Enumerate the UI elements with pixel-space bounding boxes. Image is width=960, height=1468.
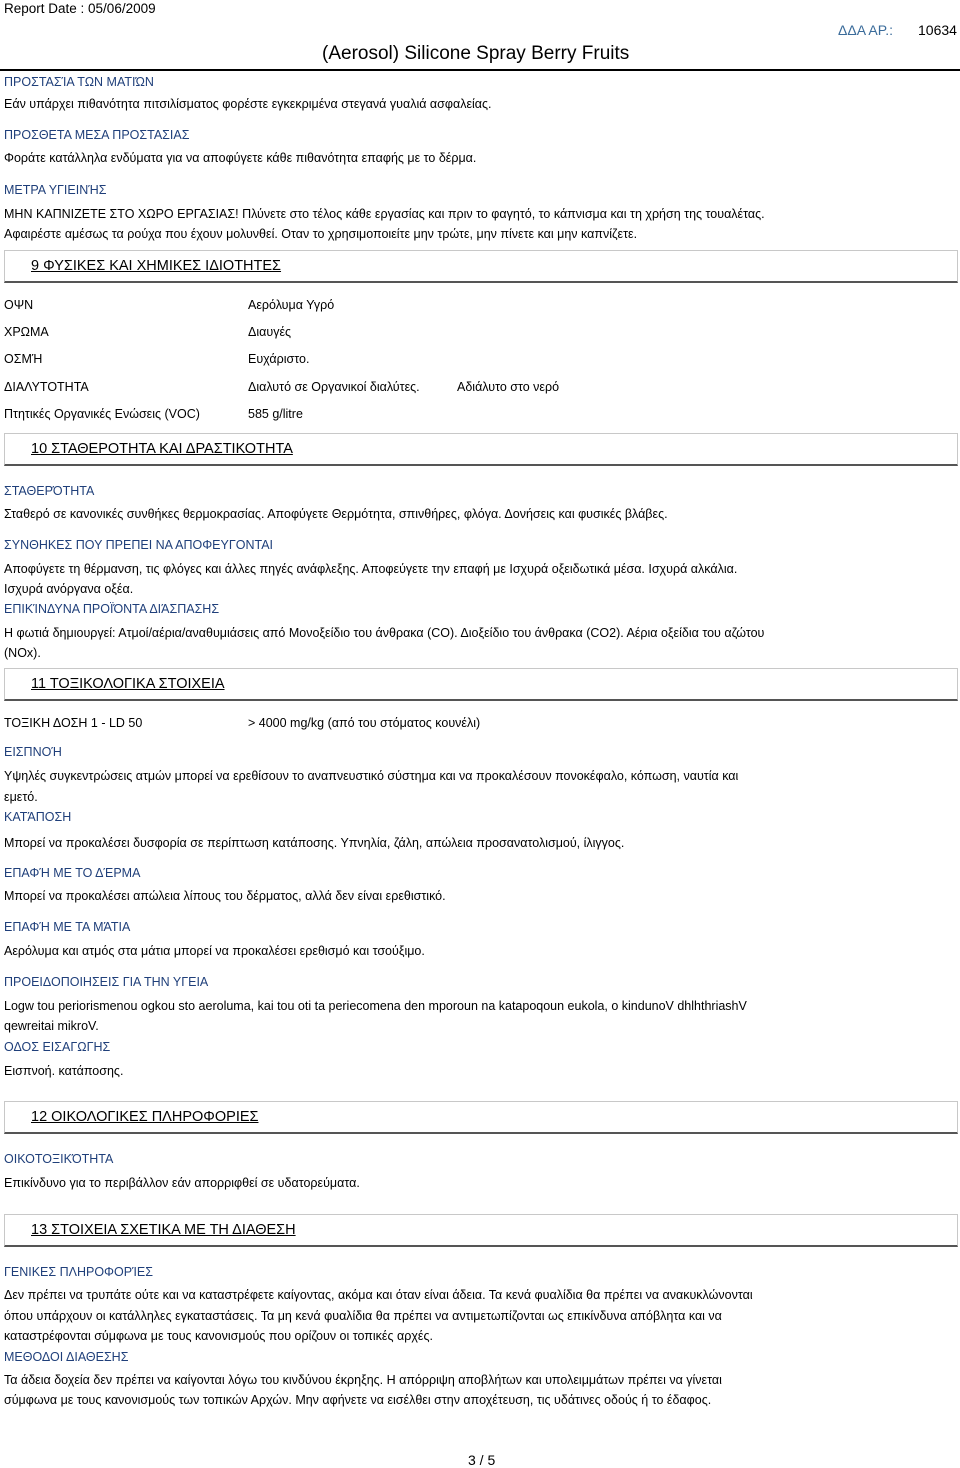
section-13-header bbox=[4, 1214, 958, 1247]
health-warnings-heading: ΠΡΟΕΙΔΟΠΟΙΗΣΕΙΣ ΓΙΑ ΤΗΝ ΥΓΕΙΑ bbox=[4, 975, 209, 989]
header-divider bbox=[0, 69, 960, 71]
property-value-secondary: Αδιάλυτο στο νερό bbox=[457, 380, 560, 394]
sds-number: 10634 bbox=[918, 22, 957, 38]
health-warnings-line-1: Logw tou periorismenou ogkou sto aeroluma, kai tou oti ta periecomena den mporoun na katapoqoun eukola, o kindunoV dhlhthriashV bbox=[4, 999, 747, 1013]
hygiene-text-line-2: Αφαιρέστε αμέσως τα ρούχα που έχουν μολυνθεί. Οταν το χρησιμοποιείτε μην τρώτε, μην πίνετε και μην καπνίζετε. bbox=[4, 227, 638, 241]
product-title: (Aerosol) Silicone Spray Berry Fruits bbox=[322, 43, 630, 64]
stability-text: Σταθερό σε κανονικές συνθήκες θερμοκρασίας. Αποφύγετε Θερμότητα, σπινθήρες, φλόγα. Δονήσεις και φυσικές βλάβες. bbox=[4, 507, 668, 521]
section-12-title: 12 ΟΙΚΟΛΟΓΙΚΕΣ ΠΛΗΡΟΦΟΡΙΕΣ bbox=[31, 1109, 259, 1125]
additional-protection-text: Φοράτε κατάλληλα ενδύματα για να αποφύγετε κάθε πιθανότητα επαφής με το δέρμα. bbox=[4, 151, 477, 165]
ecotoxicity-text: Επικίνδυνο για το περιβάλλον εάν απορριφθεί σε υδατορεύματα. bbox=[4, 1176, 360, 1190]
conditions-to-avoid-line-1: Αποφύγετε τη θέρμανση, τις φλόγες και άλλες πηγές ανάφλεξης. Αποφεύγετε την επαφή με Ισχυρά οξειδωτικά μέσα. Ισχυρά αλκάλια. bbox=[4, 562, 738, 576]
hygiene-text-line-1: ΜΗΝ ΚΑΠΝΙΖΕΤΕ ΣΤΟ ΧΩΡΟ ΕΡΓΑΣΙΑΣ! Πλύνετε στο τέλος κάθε εργασίας και πριν το φαγητό, το κάπνισμα και τη χρήση της τουαλέτας. bbox=[4, 207, 765, 221]
inhalation-heading: ΕΙΣΠΝΟΉ bbox=[4, 745, 62, 759]
property-value: 585 g/litre bbox=[248, 407, 303, 421]
skin-contact-text: Μπορεί να προκαλέσει απώλεια λίπους του δέρματος, αλλά δεν είναι ερεθιστικό. bbox=[4, 889, 446, 903]
decomposition-line-1: Η φωτιά δημιουργεί: Ατμοί/αέρια/αναθυμιάσεις από Μονοξείδιο του άνθρακα (CO). Διοξείδιο του άνθρακα (CO2). Αέρια οξείδια του αζώτου bbox=[4, 626, 765, 640]
conditions-to-avoid-heading: ΣΥΝΘΗΚΕΣ ΠΟΥ ΠΡΕΠΕΙ ΝΑ ΑΠΟΦΕΥΓΟΝΤΑΙ bbox=[4, 538, 274, 552]
additional-protection-heading: ΠΡΟΣΘΕΤΑ ΜΕΣΑ ΠΡΟΣΤΑΣΙΑΣ bbox=[4, 128, 190, 142]
general-info-line-3: καταστρέφονται σύμφωνα με τους κανονισμούς που ορίζουν οι τοπικές αρχές. bbox=[4, 1329, 433, 1343]
general-info-heading: ΓΕΝΙΚΕΣ ΠΛΗΡΟΦΟΡΊΕΣ bbox=[4, 1265, 153, 1279]
section-9-header bbox=[4, 250, 958, 283]
page-number: 3 / 5 bbox=[468, 1452, 496, 1468]
section-10-title: 10 ΣΤΑΘΕΡΟΤΗΤΑ ΚΑΙ ΔΡΑΣΤΙΚΟΤΗΤΑ bbox=[31, 441, 293, 457]
ecotoxicity-heading: ΟΙΚΟΤΟΞΙΚΌΤΗΤΑ bbox=[4, 1152, 114, 1166]
property-value: Διαλυτό σε Οργανικοί διαλύτες. bbox=[248, 380, 420, 394]
property-value: Ευχάριστο. bbox=[248, 352, 310, 366]
hygiene-heading: ΜΕΤΡΑ ΥΓΙΕΙΝΉΣ bbox=[4, 183, 107, 197]
section-12-header bbox=[4, 1101, 958, 1134]
health-warnings-line-2: qewreitai mikroV. bbox=[4, 1019, 99, 1033]
property-label: Πτητικές Οργανικές Ενώσεις (VOC) bbox=[4, 407, 200, 421]
route-of-entry-text: Εισπνοή. κατάποσης. bbox=[4, 1064, 124, 1078]
disposal-methods-line-1: Τα άδεια δοχεία δεν πρέπει να καίγονται λόγω του κινδύνου έκρηξης. Η απόρριψη αποβλήτων και υπολειμμάτων πρέπει να γίνεται bbox=[4, 1373, 722, 1387]
section-10-header bbox=[4, 433, 958, 466]
disposal-methods-line-2: σύμφωνα με τους κανονισμούς των τοπικών Αρχών. Μην αφήνετε να εισέλθει στην αποχέτευση, τις υδάτινες οδούς ή το έδαφος. bbox=[4, 1393, 712, 1407]
section-13-title: 13 ΣΤΟΙΧΕΙΑ ΣΧΕΤΙΚΑ ΜΕ ΤΗ ΔΙΑΘΕΣΗ bbox=[31, 1222, 296, 1238]
property-label: ΟΣΜΉ bbox=[4, 352, 43, 366]
property-label: ΟΨΝ bbox=[4, 298, 34, 312]
disposal-methods-heading: ΜΕΘΟΔΟΙ ΔΙΑΘΕΣΗΣ bbox=[4, 1350, 129, 1364]
eye-protection-text: Εάν υπάρχει πιθανότητα πιτσιλίσματος φορέστε εγκεκριμένα στεγανά γυαλιά ασφαλείας. bbox=[4, 97, 492, 111]
property-value: Αερόλυμα Υγρό bbox=[248, 298, 335, 312]
route-of-entry-heading: ΟΔΟΣ ΕΙΣΑΓΩΓΗΣ bbox=[4, 1040, 111, 1054]
inhalation-line-2: εμετό. bbox=[4, 790, 38, 804]
property-label: ΧΡΩΜΑ bbox=[4, 325, 49, 339]
property-value: Διαυγές bbox=[248, 325, 292, 339]
decomposition-heading: ΕΠΙΚΊΝΔΥΝΑ ΠΡΟΪΌΝΤΑ ΔΙΆΣΠΑΣΗΣ bbox=[4, 602, 220, 616]
section-11-title: 11 ΤΟΞΙΚΟΛΟΓΙΚΑ ΣΤΟΙΧΕΙΑ bbox=[31, 676, 225, 692]
decomposition-line-2: (NOx). bbox=[4, 646, 41, 660]
skin-contact-heading: ΕΠΑΦΉ ΜΕ ΤΟ ΔΈΡΜΑ bbox=[4, 866, 141, 880]
conditions-to-avoid-line-2: Ισχυρά ανόργανα οξέα. bbox=[4, 582, 134, 596]
sds-number-label: ΔΔΑ ΑΡ.: bbox=[838, 22, 894, 38]
eye-contact-text: Αερόλυμα και ατμός στα μάτια μπορεί να προκαλέσει ερεθισμό και τσούξιμο. bbox=[4, 944, 425, 958]
ld50-label: ΤΟΞΙΚΗ ΔΟΣΗ 1 - LD 50 bbox=[4, 716, 143, 730]
eye-protection-heading: ΠΡΟΣΤΑΣΊΑ ΤΩΝ ΜΑΤΙΏΝ bbox=[4, 75, 154, 89]
general-info-line-2: όπου υπάρχουν οι κατάλληλες εγκαταστάσεις. Τα μη κενά φυαλίδια θα πρέπει να αντιμετωπίζονται ως επικίνδυνα απόβλητα και να bbox=[4, 1309, 722, 1323]
section-9-title: 9 ΦΥΣΙΚΕΣ ΚΑΙ ΧΗΜΙΚΕΣ ΙΔΙΟΤΗΤΕΣ bbox=[31, 258, 282, 274]
section-11-header bbox=[4, 668, 958, 701]
general-info-line-1: Δεν πρέπει να τρυπάτε ούτε και να καταστρέφετε καίγοντας, ακόμα και όταν είναι άδεια. Τα κενά φυαλίδια θα πρέπει να ανακυκλώνονται bbox=[4, 1288, 753, 1302]
ld50-value: > 4000 mg/kg (από του στόματος κουνέλι) bbox=[248, 716, 481, 730]
property-label: ΔΙΑΛΥΤΟΤΗΤΑ bbox=[4, 380, 89, 394]
eye-contact-heading: ΕΠΑΦΉ ΜΕ ΤΑ ΜΆΤΙΑ bbox=[4, 920, 131, 934]
inhalation-line-1: Υψηλές συγκεντρώσεις ατμών μπορεί να ερεθίσουν το αναπνευστικό σύστημα και να προκαλέσουν πονοκέφαλο, κόπωση, ναυτία και bbox=[4, 769, 739, 783]
ingestion-heading: ΚΑΤΆΠΟΣΗ bbox=[4, 810, 72, 824]
report-date: Report Date : 05/06/2009 bbox=[4, 1, 156, 16]
ingestion-text: Μπορεί να προκαλέσει δυσφορία σε περίπτωση κατάποσης. Υπνηλία, ζάλη, απώλεια προσανατολισμού, ίλιγγος. bbox=[4, 836, 625, 850]
stability-heading: ΣΤΑΘΕΡΌΤΗΤΑ bbox=[4, 484, 95, 498]
